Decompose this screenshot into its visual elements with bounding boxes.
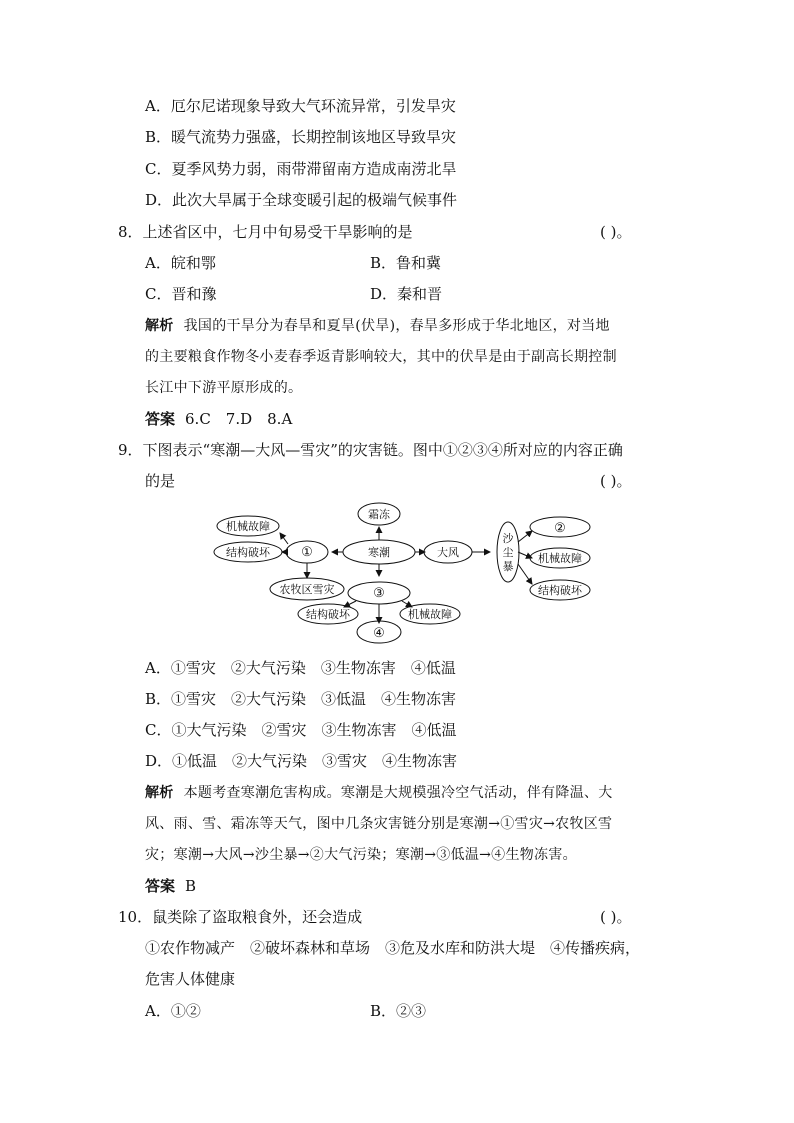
analysis-text: 我国的干旱分为春旱和夏旱(伏旱)，春旱多形成于华北地区，对当地 <box>183 318 610 334</box>
q7-option-c: C．夏季风势力弱，雨带滞留南方造成南涝北旱 <box>145 160 457 178</box>
node-mechanical-failure-2: 机械故障 <box>408 608 452 621</box>
analysis-label: 解析 <box>145 785 174 801</box>
analysis-1-line-3: 长江中下游平原形成的。 <box>145 380 303 396</box>
node-four: ④ <box>373 626 385 641</box>
q9-stem-line-2: 的是 <box>145 472 176 490</box>
q8-option-a: A．皖和鄂 <box>145 254 216 272</box>
disaster-chain-diagram <box>210 500 600 645</box>
q9-option-b: B．①雪灾 ②大气污染 ③低温 ④生物冻害 <box>145 690 457 708</box>
node-structural-damage-2: 结构破坏 <box>306 608 350 621</box>
node-sandstorm-char-1: 沙 <box>502 532 514 545</box>
answer-text: 6.C 7.D 8.A <box>185 410 293 428</box>
node-mechanical-failure-1: 机械故障 <box>226 520 270 533</box>
q9-option-a: A．①雪灾 ②大气污染 ③生物冻害 ④低温 <box>145 659 456 677</box>
node-one: ① <box>301 545 313 560</box>
analysis-2-line-1 <box>145 783 613 803</box>
node-cold-wave: 寒潮 <box>368 546 390 559</box>
node-strong-wind: 大风 <box>437 546 459 559</box>
analysis-text: 本题考查寒潮危害构成。寒潮是大规模强冷空气活动，伴有降温、大 <box>183 785 613 801</box>
q7-option-d: D．此次大旱属于全球变暖引起的极端气候事件 <box>145 191 458 209</box>
node-two: ② <box>554 521 566 536</box>
q9-option-d: D．①低温 ②大气污染 ③雪灾 ④生物冻害 <box>145 752 458 770</box>
node-sandstorm-char-3: 暴 <box>502 560 514 573</box>
q7-option-a: A．厄尔尼诺现象导致大气环流异常，引发旱灾 <box>145 97 456 115</box>
answer-1 <box>145 409 292 429</box>
node-mechanical-failure-3: 机械故障 <box>538 552 582 565</box>
q10-option-a: A．①② <box>145 1002 201 1020</box>
answer-label: 答案 <box>145 877 176 895</box>
node-sandstorm-char-2: 尘 <box>502 546 514 559</box>
answer-label: 答案 <box>145 410 176 428</box>
q8-stem: 8．上述省区中，七月中旬易受干旱影响的是 <box>118 223 413 241</box>
q9-stem-line-1: 9．下图表示“寒潮—大风—雪灾”的灾害链。图中①②③④所对应的内容正确 <box>118 441 623 459</box>
q8-option-b: B．鲁和冀 <box>370 254 442 272</box>
analysis-2-line-2: 风、雨、雪、霜冻等天气，图中几条灾害链分别是寒潮→①雪灾→农牧区雪 <box>145 816 613 832</box>
q10-option-b: B．②③ <box>370 1002 427 1020</box>
q8-option-d: D．秦和晋 <box>370 285 443 303</box>
node-structural-damage-3: 结构破坏 <box>538 584 582 597</box>
q7-option-b: B．暖气流势力强盛，长期控制该地区导致旱灾 <box>145 128 457 146</box>
node-three: ③ <box>373 586 385 601</box>
node-frost: 霜冻 <box>368 508 390 521</box>
q10-stem: 10．鼠类除了盗取粮食外，还会造成 <box>118 908 363 926</box>
node-pastoral-snow-disaster: 农牧区雪灾 <box>279 583 335 596</box>
answer-2 <box>145 876 196 896</box>
analysis-1-line-2: 的主要粮食作物冬小麦春季返青影响较大，其中的伏旱是由于副高长期控制 <box>145 349 617 365</box>
q10-answer-paren: ( )。 <box>600 908 632 926</box>
analysis-1-line-1 <box>145 316 610 336</box>
q8-answer-paren: ( )。 <box>600 223 632 241</box>
analysis-2-line-3: 灾；寒潮→大风→沙尘暴→②大气污染；寒潮→③低温→④生物冻害。 <box>145 847 577 863</box>
q10-items-line-1: ①农作物减产 ②破坏森林和草场 ③危及水库和防洪大堤 ④传播疾病， <box>145 939 641 957</box>
q10-items-line-2: 危害人体健康 <box>145 970 236 988</box>
q9-option-c: C．①大气污染 ②雪灾 ③生物冻害 ④低温 <box>145 721 457 739</box>
node-structural-damage-1: 结构破坏 <box>226 546 270 559</box>
analysis-label: 解析 <box>145 318 174 334</box>
q9-answer-paren: ( )。 <box>600 472 632 490</box>
answer-text: B <box>185 877 197 895</box>
q8-option-c: C．晋和豫 <box>145 285 217 303</box>
